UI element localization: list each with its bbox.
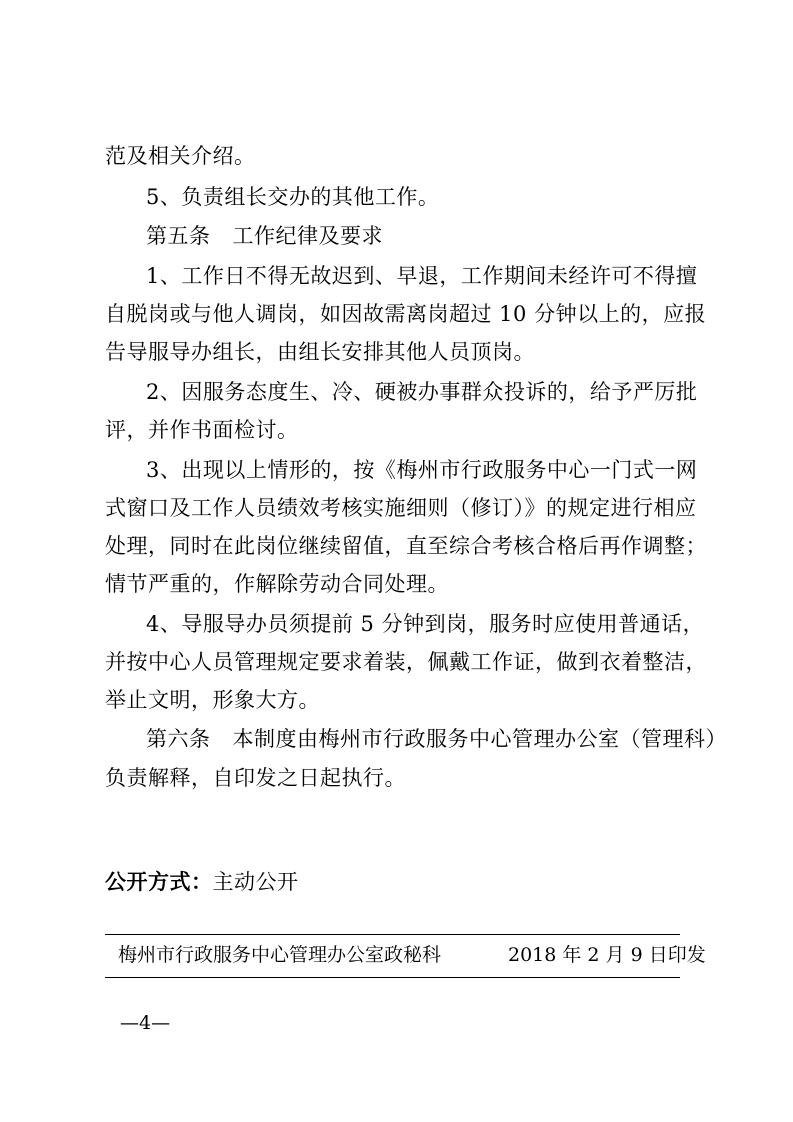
paragraph-line: 情节严重的，作解除劳动合同处理。	[105, 572, 449, 596]
article-five-title: 工作纪律及要求	[232, 224, 383, 248]
article-five-number: 第五条	[146, 224, 211, 248]
paragraph-line: 2、因服务态度生、冷、硬被办事群众投诉的，给予严厉批	[146, 380, 698, 404]
article-six-text: 本制度由梅州市行政服务中心管理办公室（管理科）	[232, 727, 727, 751]
paragraph-line: 范及相关介绍。	[105, 144, 256, 168]
paragraph-line: 举止文明，形象大方。	[105, 688, 320, 712]
article-six-number: 第六条	[146, 727, 211, 751]
footer-issue-date: 2018 年 2 月 9 日印发	[508, 944, 706, 966]
paragraph-line: 1、工作日不得无故迟到、早退，工作期间未经许可不得擅	[146, 264, 698, 288]
paragraph-line: 3、出现以上情形的，按《梅州市行政服务中心一门式一网	[146, 458, 698, 482]
article-five-heading-line	[146, 222, 746, 250]
footer-bottom-rule	[105, 977, 680, 978]
paragraph-line: 告导服导办组长，由组长安排其他人员顶岗。	[105, 340, 535, 364]
paragraph-line: 并按中心人员管理规定要求着装，佩戴工作证，做到衣着整洁，	[105, 650, 707, 674]
paragraph-line: 5、负责组长交办的其他工作。	[146, 185, 440, 209]
footer-issuer: 梅州市行政服务中心管理办公室政秘科	[118, 944, 442, 966]
disclosure-line	[105, 868, 705, 896]
footer-top-rule	[105, 934, 680, 935]
paragraph-line: 4、导服导办员须提前 5 分钟到岗，服务时应使用普通话，	[146, 612, 705, 636]
page-number: —4—	[120, 1012, 171, 1034]
paragraph-line: 自脱岗或与他人调岗，如因故需离岗超过 10 分钟以上的，应报	[105, 302, 707, 326]
paragraph-line: 处理，同时在此岗位继续留值，直至综合考核合格后再作调整；	[105, 534, 707, 558]
paragraph-line: 负责解释，自印发之日起执行。	[105, 766, 406, 790]
disclosure-value: 主动公开	[212, 870, 299, 894]
paragraph-line: 式窗口及工作人员绩效考核实施细则（修订）》的规定进行相应	[105, 496, 697, 520]
paragraph-line: 评，并作书面检讨。	[105, 418, 299, 442]
disclosure-label: 公开方式：	[105, 870, 213, 894]
article-six-line	[146, 725, 746, 753]
